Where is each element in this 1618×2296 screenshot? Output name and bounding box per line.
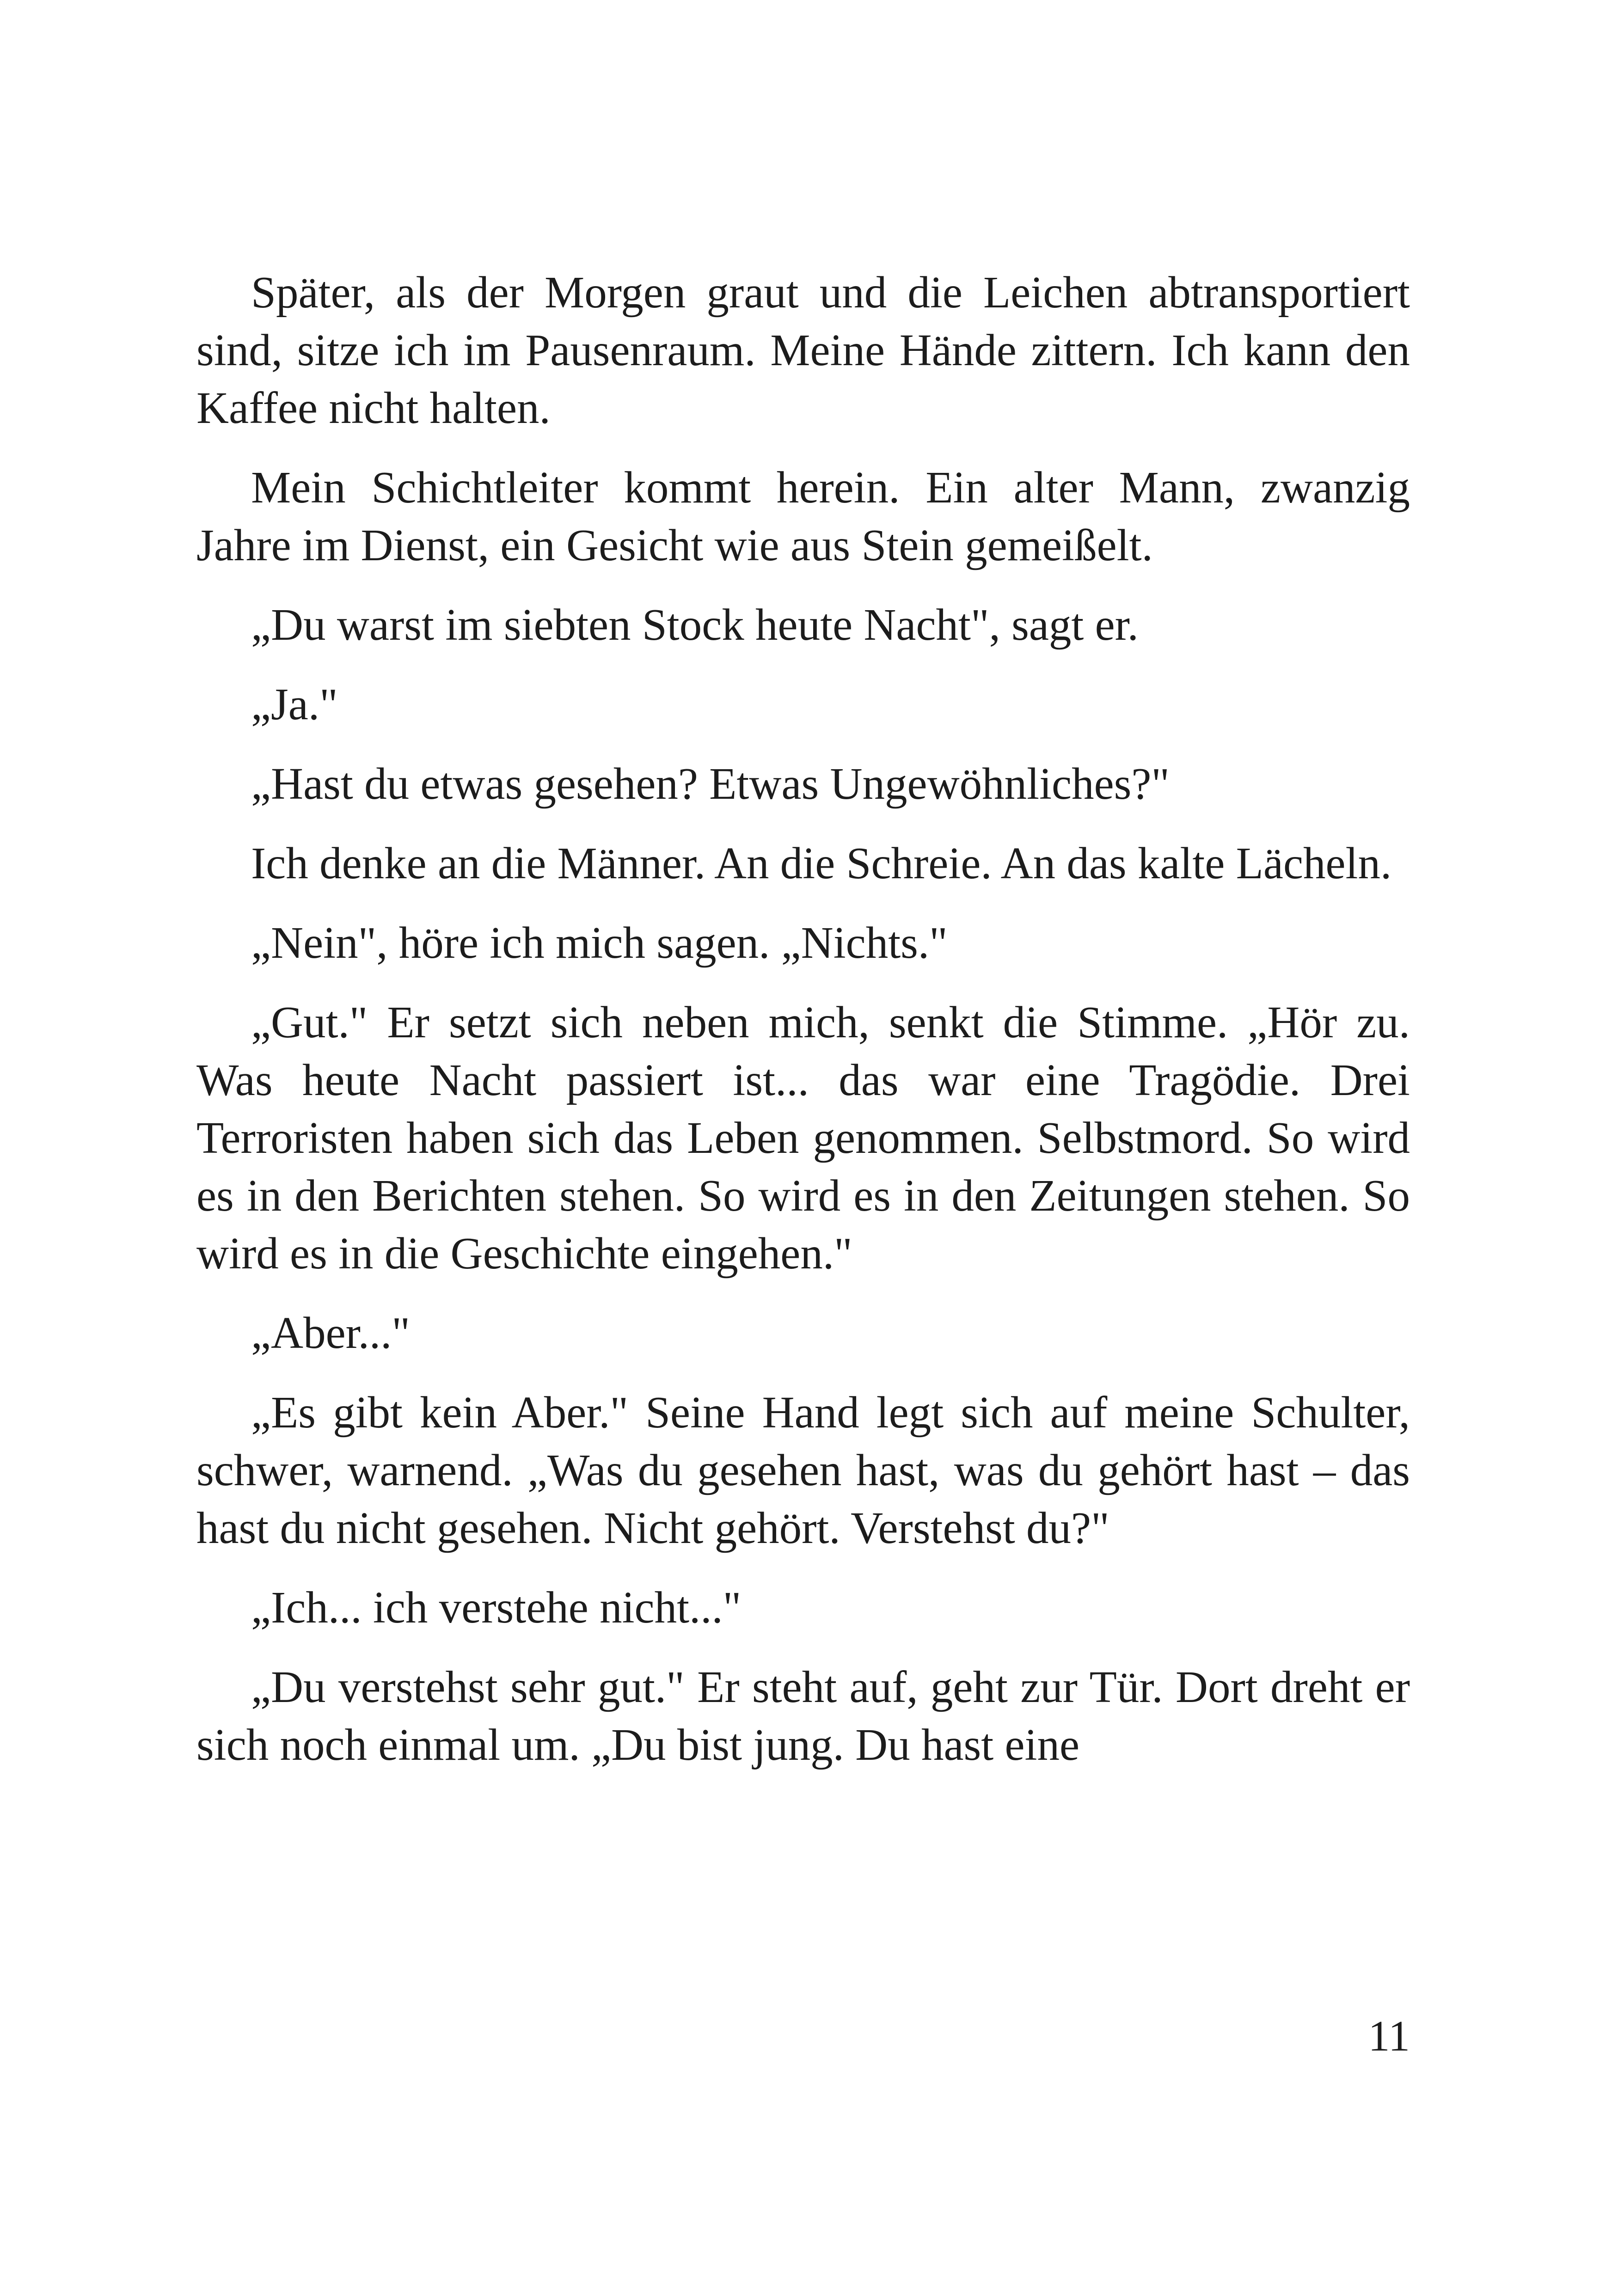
paragraph: Später, als der Morgen graut und die Leichen abtransportiert sind, sitze ich im Pausenraum. Meine Hände zittern. Ich kann den Kaffee nicht halten. [196, 268, 1410, 433]
paragraph: „Hast du etwas gesehen? Etwas Ungewöhnliches?" [251, 759, 1170, 808]
paragraph: „Ich... ich verstehe nicht..." [251, 1583, 742, 1632]
paragraph: „Gut." Er setzt sich neben mich, senkt die Stimme. „Hör zu. Was heute Nacht passiert ist... das war eine Tragödie. Drei Terroristen haben sich das Leben genommen. Selbstmord. So wird es in den Berichten stehen. So wird es in den Zeitungen stehen. So wird es in die Geschichte eingehen." [196, 998, 1410, 1278]
paragraph: Ich denke an die Männer. An die Schreie. An das kalte Lächeln. [251, 839, 1392, 888]
paragraph: „Du verstehst sehr gut." Er steht auf, geht zur Tür. Dort dreht er sich noch einmal um. „Du bist jung. Du hast eine [196, 1662, 1410, 1769]
page-number: 11 [1368, 2012, 1410, 2060]
paragraph: „Es gibt kein Aber." Seine Hand legt sich auf meine Schulter, schwer, warnend. „Was du gesehen hast, was du gehört hast – das hast du nicht gesehen. Nicht gehört. Verstehst du?" [196, 1388, 1410, 1553]
paragraph: „Aber..." [251, 1308, 410, 1358]
paragraph: „Du warst im siebten Stock heute Nacht", sagt er. [251, 600, 1139, 649]
paragraph: „Ja." [251, 680, 338, 729]
paragraph: Mein Schichtleiter kommt herein. Ein alter Mann, zwanzig Jahre im Dienst, ein Gesicht wie aus Stein gemeißelt. [196, 463, 1410, 570]
paragraph: „Nein", höre ich mich sagen. „Nichts." [251, 918, 948, 967]
body-text [196, 263, 1410, 1795]
